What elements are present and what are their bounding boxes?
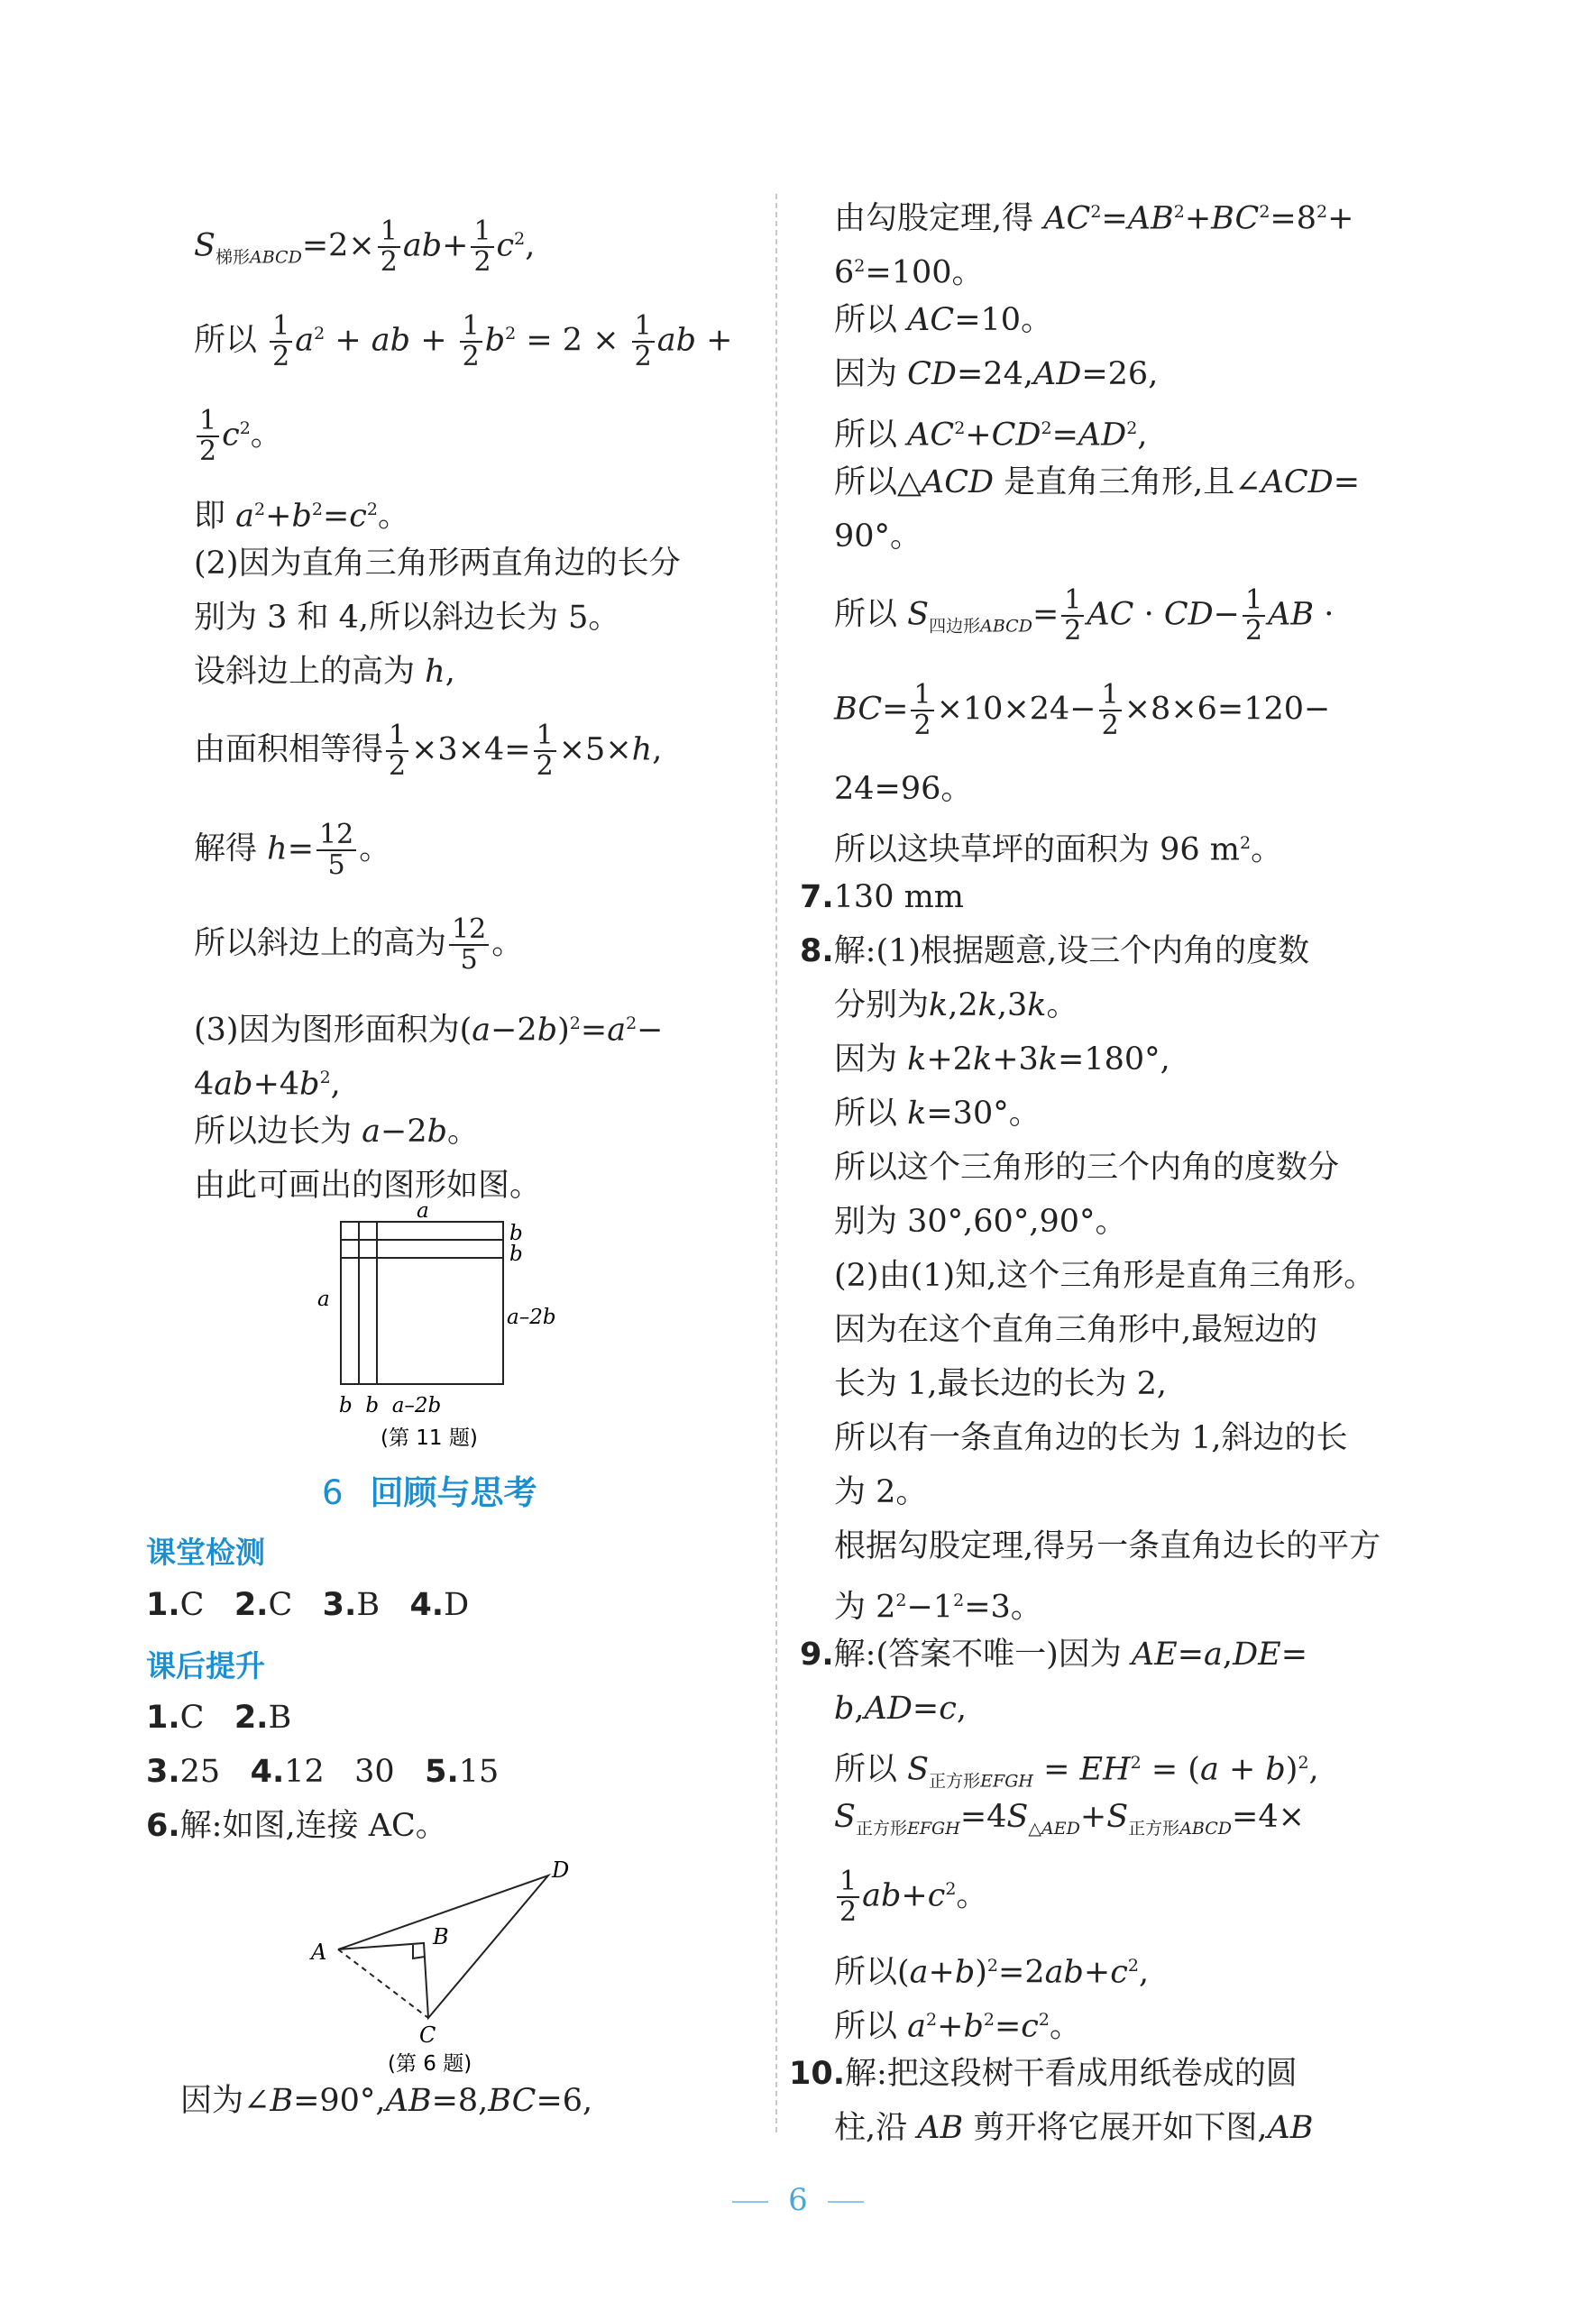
right-line-5: 所以 $AC^2+CD^2=AD^2$, [834, 417, 1148, 454]
right-line-22: 所以有一条直角边的长为 1,斜边的长 [834, 1420, 1348, 1456]
figure-6-caption: (第 6 题) [388, 2052, 472, 2076]
question-7: 7.130 mm [800, 879, 964, 915]
right-line-1: 由勾股定理,得 $AC^2=AB^2+BC^2=8^2+$ [834, 200, 1354, 237]
point-a-label: A [311, 1940, 327, 1965]
outer-square [341, 1222, 503, 1384]
question-8: 8.解:(1)根据题意,设三个内角的度数 [800, 933, 1310, 969]
right-line-10: 24=96。 [834, 771, 973, 807]
right-line-24: 根据勾股定理,得另一条直角边长的平方 [834, 1528, 1381, 1564]
point-c-label: C [419, 2022, 436, 2048]
left-line-5: (2)因为直角三角形两直角边的长分 [194, 546, 681, 582]
right-line-29: $S_{正方形EFGH}=4S_{\triangle AED}+S_{正方形ABCD}=4\times$ [834, 1799, 1305, 1839]
left-line-2: 所以 $\frac{1}{2}$ $a^2$ + ab + $\frac{1}{2}$ $b^2 = 2$ × $\frac{1}{2}$ ab + [194, 310, 733, 373]
left-line-9: 解得 h= $\frac{12}{5}$ 。 [194, 819, 391, 881]
right-line-17: 所以这个三角形的三个内角的度数分 [834, 1150, 1340, 1186]
right-line-31: 所以$(a+b)^2=2ab+c^2$, [834, 1954, 1150, 1991]
label-top-a: a [417, 1199, 429, 1223]
right-line-32: 所以 $a^2+b^2=c^2$。 [834, 2008, 1081, 2045]
figure-11-square-diagram [307, 1199, 595, 1461]
figure-11-caption: (第 11 题) [381, 1426, 478, 1450]
right-line-6: 所以△ACD 是直角三角形,且∠ACD= [834, 464, 1361, 500]
left-line-10: 所以斜边上的高为 $\frac{12}{5}$ 。 [194, 913, 524, 976]
left-line-11: (3)因为图形面积为$(a-2b)^2=a^2-$ [194, 1012, 664, 1049]
left-line-12: $4ab+4b^2$, [194, 1066, 341, 1103]
right-line-19: (2)由(1)知,这个三角形是直角三角形。 [834, 1258, 1376, 1294]
question-9: 9.解:(答案不唯一)因为 AE=a,DE= [800, 1637, 1308, 1673]
label-right-b2: b [509, 1243, 523, 1266]
section-number: 6 [322, 1473, 344, 1512]
right-line-20: 因为在这个直角三角形中,最短边的 [834, 1312, 1318, 1348]
label-right-b1: b [509, 1222, 523, 1245]
right-line-9: BC= $\frac{1}{2}$ ×10×24− $\frac{1}{2}$ ×8×6=120− [834, 679, 1331, 741]
point-b-label: B [433, 1924, 449, 1949]
footer-dash-right [828, 2201, 864, 2203]
right-line-23: 为 2。 [834, 1474, 928, 1510]
right-line-16: 所以 k=30°。 [834, 1096, 1041, 1132]
right-line-8: 所以 $S_{四边形ABCD}=$ $\frac{1}{2}$ AC · CD− $\frac{1}{2}$ AB · [834, 584, 1335, 647]
section-title-text: 回顾与思考 [370, 1473, 537, 1512]
right-line-28: 所以 $S_{正方形EFGH} = EH^2 = (a + b)^2$, [834, 1751, 1319, 1792]
left-line-7: 设斜边上的高为 h, [194, 654, 455, 690]
footer-dash-left [732, 2201, 768, 2203]
left-last-line: 因为∠B=90°,AB=8,BC=6, [180, 2083, 593, 2119]
right-line-11: 所以这块草坪的面积为 96 $m^2$。 [834, 831, 1283, 868]
right-angle-mark [413, 1945, 425, 1958]
left-line-8: 由面积相等得 $\frac{1}{2}$ ×3×4= $\frac{1}{2}$ ×5×h, [194, 720, 663, 782]
column-divider [775, 194, 777, 2132]
question-6: 6.解:如图,连接 AC。 [146, 1808, 447, 1844]
label-left-a: a [317, 1288, 330, 1311]
left-line-13: 所以边长为 a−2b。 [194, 1114, 480, 1150]
figure-6-quadrilateral [307, 1857, 595, 2083]
right-line-3: 所以 AC=10。 [834, 302, 1053, 338]
right-line-27: b,AD=c, [834, 1691, 967, 1727]
diagonal-ac [338, 1949, 428, 2018]
right-line-18: 别为 30°,60°,90°。 [834, 1204, 1127, 1240]
question-10: 10.解:把这段树干看成用纸卷成的圆 [789, 2056, 1298, 2092]
point-d-label: D [552, 1857, 570, 1883]
right-line-4: 因为 CD=24,AD=26, [834, 356, 1159, 392]
kehou-answers-row1: 1.C 2.B [146, 1700, 292, 1736]
page-number: 6 [788, 2182, 808, 2218]
left-line-1: $S_{梯形ABCD}=2\times$ $\frac{1}{2}$ ab+ $\frac{1}{2}$ $c^2$, [194, 216, 536, 279]
label-bottom: b b a–2b [339, 1394, 442, 1417]
right-line-7: 90°。 [834, 518, 922, 555]
label-right-a-2b: a–2b [507, 1306, 556, 1329]
ketang-answers: 1.C 2.C 3.B 4.D [146, 1587, 470, 1623]
kehou-heading: 课后提升 [146, 1648, 265, 1683]
right-line-30: $\frac{1}{2}$ $ab+c^2$。 [834, 1866, 987, 1927]
left-line-14: 由此可画出的图形如图。 [194, 1168, 542, 1204]
kehou-answers-row2: 3.25 4.12 30 5.15 [146, 1754, 500, 1790]
section-title [322, 1465, 537, 1514]
right-line-21: 长为 1,最长边的长为 2, [834, 1366, 1168, 1402]
left-line-3: $\frac{1}{2}$ $c^2$。 [194, 406, 282, 466]
right-line-14: 分别为k,2k,3k。 [834, 987, 1078, 1023]
right-line-34: 柱,沿 AB 剪开将它展开如下图,AB [834, 2110, 1314, 2146]
right-line-15: 因为 k+2k+3k=180°, [834, 1041, 1170, 1078]
left-line-4: 即 $a^2+b^2=c^2$。 [194, 498, 409, 535]
left-line-6: 别为 3 和 4,所以斜边长为 5。 [194, 600, 620, 636]
right-line-25: 为 $2^2-1^2=3$。 [834, 1589, 1042, 1626]
right-line-2: $6^2=100$。 [834, 254, 984, 291]
page-footer [0, 2182, 1596, 2218]
ketang-heading: 课堂检测 [146, 1535, 265, 1570]
